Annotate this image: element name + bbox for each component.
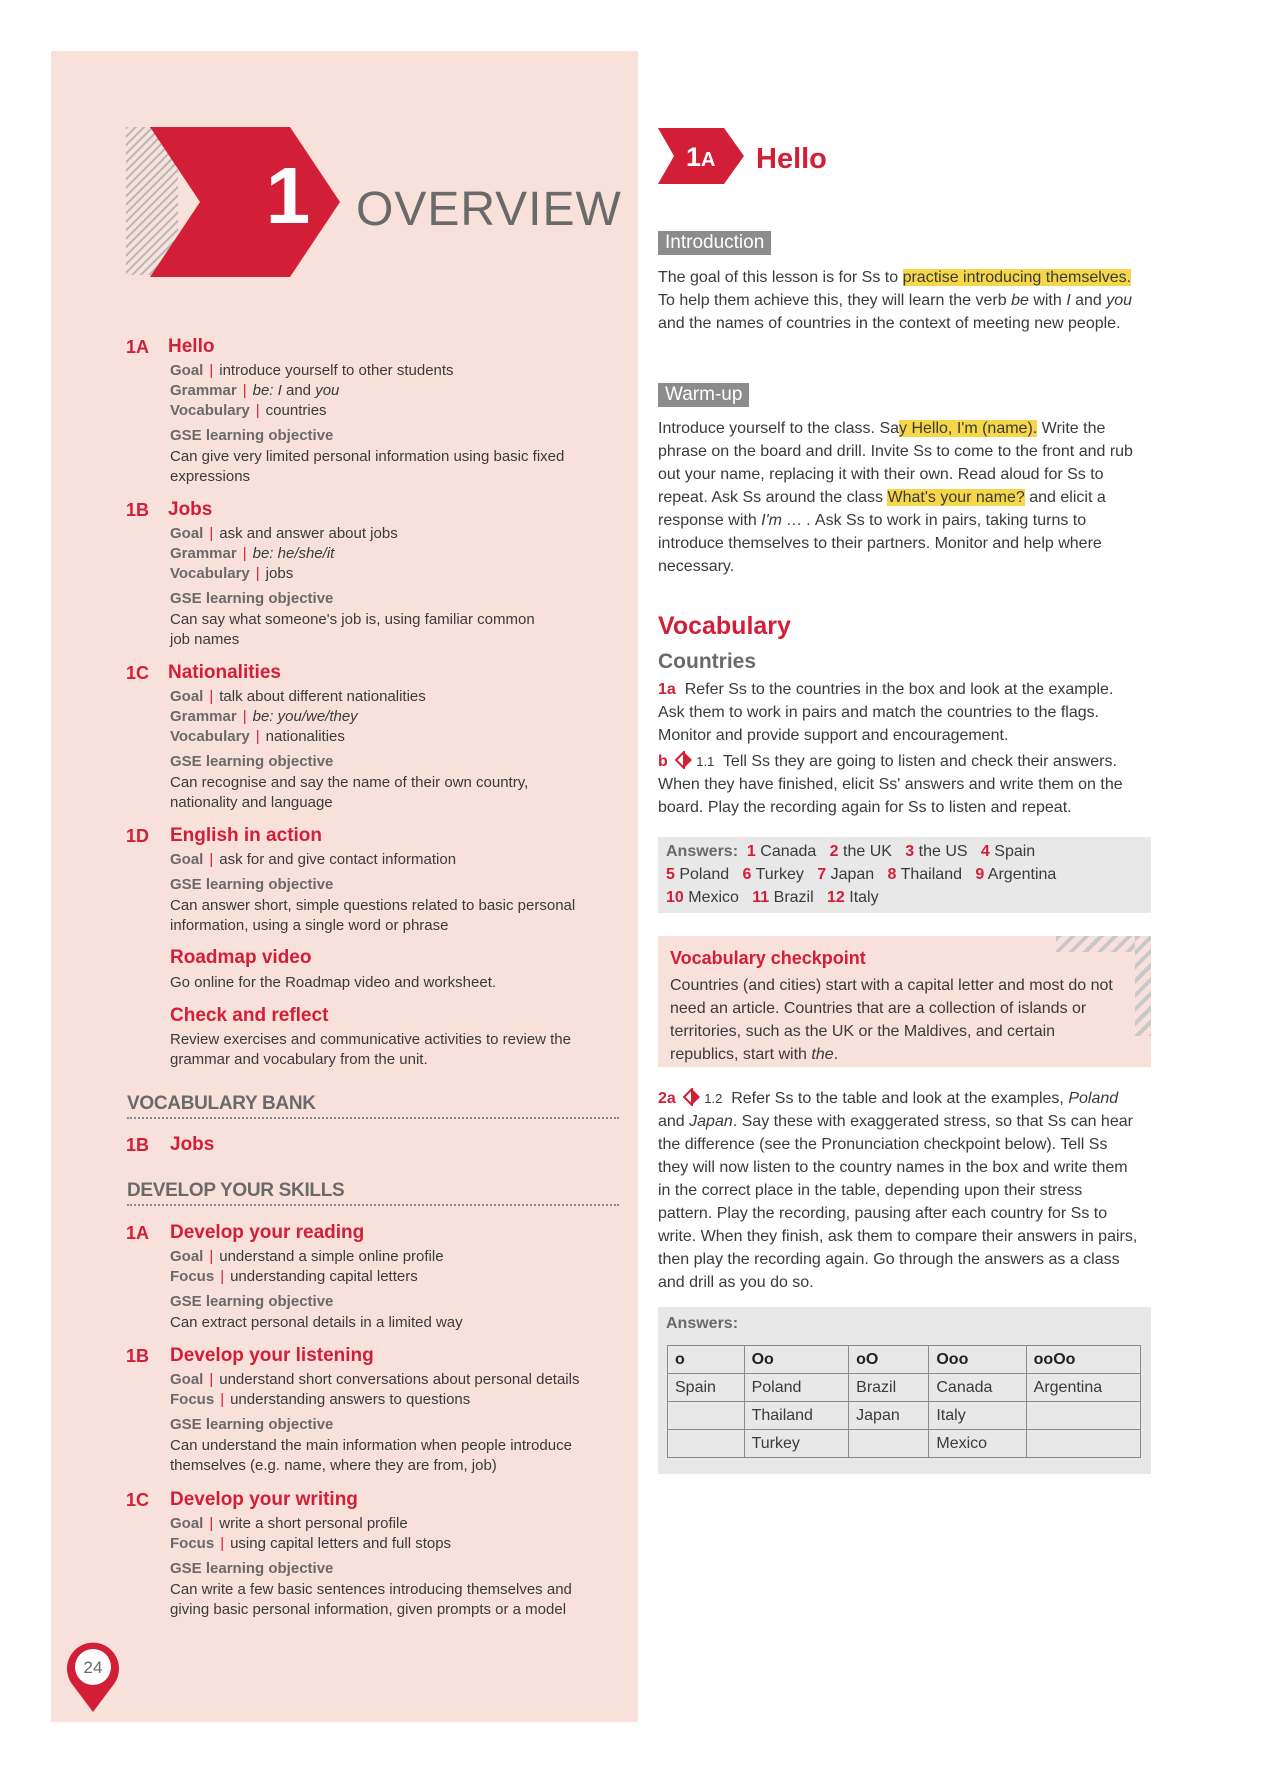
goal-line: Goal | ask for and give contact information [170, 851, 457, 868]
table-row [668, 1430, 1141, 1458]
exercise-1b: b 1.1 Tell Ss they are going to listen and check their answers. When they have finished, elicit Ss' answers and write them on the board. Play the recording again for Ss to listen and repeat. [658, 753, 1123, 816]
skill-title: Develop your reading [170, 1222, 365, 1243]
exercise-2a: 2a 1.2 Refer Ss to the table and look at the examples, Poland and Japan. Say these with exaggerated stress, so that Ss can hear the difference (see the Pronunciation checkpoint below). Tell Ss they will now listen to the country names in the box and write them in the correct place in the table, depending upon their stress pattern. Play the recording, pausing after each country for Ss to write. When they finish, ask them to compare their answers in pairs, then play the recording again. Go through the answers as a class and drill as you do so. [658, 1090, 1138, 1291]
table-cell: Turkey [744, 1430, 849, 1458]
gse-text: Can extract personal details in a limited way [170, 1314, 463, 1331]
vocabulary-line: Vocabulary | jobs [170, 565, 294, 582]
goal-line: Goal | understand short conversations about personal details [170, 1371, 580, 1388]
unit-code: 1B [126, 1346, 150, 1366]
table-cell: Argentina [1026, 1374, 1140, 1402]
table-cell [1026, 1430, 1140, 1458]
table-cell [668, 1402, 745, 1430]
vocab-bank-heading: VOCABULARY BANK [127, 1093, 316, 1114]
unit-number: 1 [265, 151, 311, 240]
table-header-row [668, 1346, 1141, 1374]
checkpoint-text: Countries (and cities) start with a capital letter and most do not need an article. Countries that are a collection of islands or territories, such as the UK or the Maldives, and certain republics, start with the. [670, 977, 1113, 1063]
gse-label: GSE learning objective [170, 1560, 334, 1577]
skills-heading: DEVELOP YOUR SKILLS [127, 1180, 345, 1201]
grammar-line: Grammar | be: you/we/they [170, 708, 358, 725]
unit-title: Nationalities [168, 662, 281, 683]
warmup-text: Introduce yourself to the class. Say Hello, I'm (name). Write the phrase on the board and drill. Invite Ss to come to the front and rub out your name, replacing it with their own. Read aloud for Ss to repeat. Ask Ss around the class What's your name? and elicit a response with I'm … . Ask Ss to work in pairs, taking turns to introduce themselves to their partners. Monitor and help where necessary. [658, 420, 1133, 575]
introduction-tag: Introduction [658, 231, 771, 255]
gse-label: GSE learning objective [170, 1293, 334, 1310]
gse-label: GSE learning objective [170, 1416, 334, 1433]
skill-title: Develop your writing [170, 1489, 358, 1510]
focus-line: Focus | using capital letters and full stops [170, 1535, 452, 1552]
table-header: oO [849, 1346, 929, 1374]
unit-code: 1A [126, 1223, 150, 1243]
warmup-tag: Warm-up [658, 383, 749, 407]
answers-label: Answers: [666, 1315, 739, 1332]
introduction-text: The goal of this lesson is for Ss to practise introducing themselves. To help them achieve this, they will learn the verb be with I and you and the names of countries in the context of meeting new people. [658, 269, 1133, 332]
table-cell: Poland [744, 1374, 849, 1402]
gse-label: GSE learning objective [170, 590, 334, 607]
table-cell: Brazil [849, 1374, 929, 1402]
goal-line: Goal | talk about different nationalities [170, 688, 426, 705]
vocab-bank-title: Jobs [170, 1134, 215, 1155]
skill-title: Develop your listening [170, 1345, 374, 1366]
vocabulary-heading: Vocabulary [658, 612, 791, 640]
gse-label: GSE learning objective [170, 753, 334, 770]
gse-label: GSE learning objective [170, 427, 334, 444]
table-header: Ooo [929, 1346, 1026, 1374]
gse-text: Can understand the main information when people introduce themselves (e.g. name, where they are from, job) [170, 1437, 572, 1474]
focus-line: Focus | understanding capital letters [170, 1268, 418, 1285]
table-header: o [668, 1346, 745, 1374]
stress-table [667, 1345, 1141, 1458]
checkpoint-title: Vocabulary checkpoint [670, 948, 866, 968]
unit-code: 1C [126, 1490, 150, 1510]
grammar-line: Grammar | be: I and you [170, 382, 340, 399]
gse-text: Can answer short, simple questions related to basic personal information, using a single word or phrase [170, 897, 576, 934]
vocabulary-line: Vocabulary | nationalities [170, 728, 345, 745]
vocabulary-subheading: Countries [658, 650, 757, 673]
table-row [668, 1402, 1141, 1430]
overview-title: OVERVIEW [356, 183, 622, 236]
vocabulary-line: Vocabulary | countries [170, 402, 327, 419]
table-cell: Canada [929, 1374, 1026, 1402]
answers-row: 10 Mexico 11 Brazil 12 Italy [666, 889, 879, 906]
goal-line: Goal | introduce yourself to other students [170, 362, 454, 379]
roadmap-title: Roadmap video [170, 947, 312, 968]
gse-text: Can recognise and say the name of their own country, nationality and language [170, 774, 529, 811]
goal-line: Goal | write a short personal profile [170, 1515, 408, 1532]
roadmap-text: Go online for the Roadmap video and worksheet. [170, 974, 497, 991]
unit-title: English in action [170, 825, 323, 846]
unit-code: 1B [126, 1135, 150, 1155]
table-cell [1026, 1402, 1140, 1430]
check-title: Check and reflect [170, 1005, 329, 1026]
unit-title: Hello [168, 336, 215, 357]
audio-icon [680, 1088, 704, 1106]
hatch-decoration [1135, 936, 1151, 1036]
table-cell: Thailand [744, 1402, 849, 1430]
focus-line: Focus | understanding answers to questions [170, 1391, 471, 1408]
table-cell: Spain [668, 1374, 745, 1402]
check-text: Review exercises and communicative activities to review the grammar and vocabulary from the unit. [170, 1031, 571, 1068]
lesson-title: Hello [756, 143, 827, 175]
unit-code: 1A [126, 337, 150, 357]
grammar-line: Grammar | be: he/she/it [170, 545, 335, 562]
answers-row: 5 Poland 6 Turkey 7 Japan 8 Thailand 9 Argentina [666, 866, 1057, 883]
unit-code: 1B [126, 500, 150, 520]
unit-title: Jobs [168, 499, 213, 520]
answers-row: Answers: 1 Canada 2 the UK 3 the US 4 Spain [666, 843, 1036, 860]
goal-line: Goal | understand a simple online profile [170, 1248, 444, 1265]
goal-line: Goal | ask and answer about jobs [170, 525, 398, 542]
unit-code: 1C [126, 663, 150, 683]
table-cell [668, 1430, 745, 1458]
divider [127, 1204, 619, 1206]
gse-text: Can say what someone's job is, using familiar common job names [170, 611, 535, 648]
table-cell: Japan [849, 1402, 929, 1430]
table-cell: Italy [929, 1402, 1026, 1430]
unit-code: 1D [126, 826, 150, 846]
audio-icon [672, 751, 696, 769]
divider [127, 1117, 619, 1119]
lesson-badge-label: 1A [686, 142, 716, 172]
table-cell [849, 1430, 929, 1458]
table-header: ooOo [1026, 1346, 1140, 1374]
gse-text: Can give very limited personal information using basic fixed expressions [170, 448, 565, 485]
table-cell: Mexico [929, 1430, 1026, 1458]
page-number: 24 [83, 1658, 103, 1677]
gse-text: Can write a few basic sentences introducing themselves and giving basic personal information, given prompts or a model [170, 1581, 572, 1618]
vocabulary-checkpoint [658, 936, 1151, 1067]
exercise-1a: 1a Refer Ss to the countries in the box and look at the example. Ask them to work in pairs and match the countries to the flags. Monitor and provide support and encouragement. [658, 681, 1114, 744]
answers-box-1 [658, 837, 1151, 913]
table-row [668, 1374, 1141, 1402]
gse-label: GSE learning objective [170, 876, 334, 893]
table-header: Oo [744, 1346, 849, 1374]
